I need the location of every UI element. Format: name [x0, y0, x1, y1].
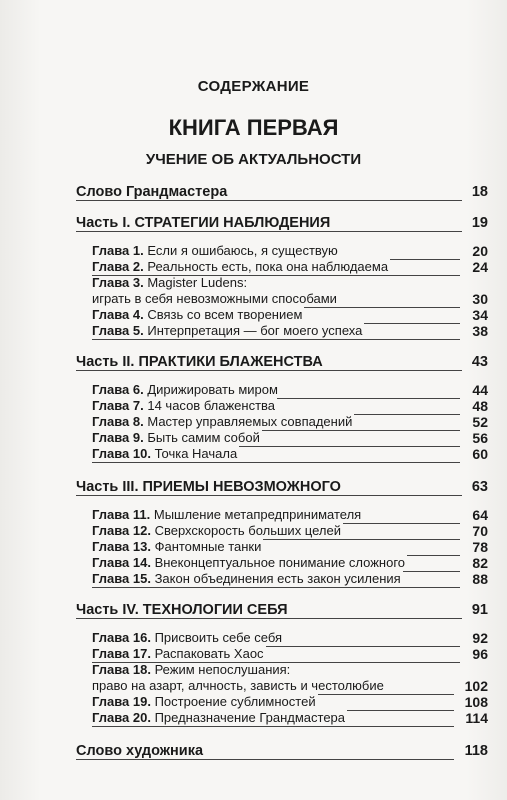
toc-page-number: 60: [472, 446, 488, 462]
chapter-label: Глава 1.: [92, 243, 144, 258]
toc-page-number: 52: [472, 414, 488, 430]
chapter-label: Глава 16.: [92, 630, 151, 645]
chapter-label: Глава 19.: [92, 694, 151, 709]
leader-line: [92, 339, 460, 340]
toc-part-3[interactable]: [76, 479, 488, 497]
book-heading: КНИГА ПЕРВАЯ: [168, 115, 339, 140]
toc-title: Часть IV. ТЕХНОЛОГИИ СЕБЯ: [76, 602, 288, 618]
toc-page-number: 48: [472, 398, 488, 414]
chapter-label: Глава 8.: [92, 414, 144, 429]
chapter-label: Глава 6.: [92, 382, 144, 397]
toc-page-number: 108: [464, 694, 488, 710]
chapter-title: Интерпретация — бог моего успеха: [147, 323, 363, 338]
chapter-label: Глава 15.: [92, 571, 151, 586]
toc-page-number: 70: [472, 523, 488, 539]
chapter-title: Внеконцептуальное понимание сложного: [154, 555, 406, 570]
toc-page-number: 88: [472, 571, 488, 587]
toc-title: Часть II. ПРАКТИКИ БЛАЖЕНСТВА: [76, 354, 323, 370]
toc-page-number: 114: [465, 710, 488, 726]
leader-line: [92, 462, 460, 463]
leader-line: [92, 726, 454, 727]
toc-page-number: 19: [471, 215, 488, 231]
chapter-label: Глава 5.: [92, 323, 144, 338]
toc-page-number: 44: [472, 382, 488, 398]
chapter-label: Глава 14.: [92, 555, 151, 570]
toc-part-4[interactable]: [76, 602, 488, 620]
toc-page-number: 20: [472, 243, 488, 259]
toc-page-number: 43: [471, 354, 488, 370]
toc-chapter-18-line1[interactable]: [92, 662, 290, 677]
chapter-label: Глава 20.: [92, 710, 151, 725]
chapter-title: Предназначение Грандмастера: [154, 710, 346, 725]
chapter-label: Глава 11.: [92, 507, 151, 522]
toc-page-number: 78: [472, 539, 488, 555]
chapter-title: 14 часов блаженства: [147, 398, 276, 413]
toc-title: Часть I. СТРАТЕГИИ НАБЛЮДЕНИЯ: [76, 215, 331, 231]
chapter-label: Глава 9.: [92, 430, 144, 445]
chapter-label: Глава 10.: [92, 446, 151, 461]
chapter-title: Точка Начала: [154, 446, 238, 461]
toc-chapter-20[interactable]: [92, 710, 488, 728]
toc-page-number: 91: [471, 602, 488, 618]
toc-page-number: 102: [464, 678, 488, 694]
chapter-title: Распаковать Хаос: [154, 646, 264, 661]
toc-foreword[interactable]: [76, 184, 488, 202]
chapter-title: Построение сублимностей: [154, 694, 316, 709]
chapter-title-cont: играть в себя невозможными способами: [92, 291, 337, 306]
leader-line: [76, 618, 462, 619]
chapter-title: Дирижировать миром: [147, 382, 278, 397]
chapter-label: Глава 12.: [92, 523, 151, 538]
toc-part-1[interactable]: [76, 215, 488, 233]
chapter-label: Глава 17.: [92, 646, 151, 661]
toc-page-number: 64: [472, 507, 488, 523]
contents-heading: СОДЕРЖАНИЕ: [197, 78, 310, 95]
chapter-label: Глава 4.: [92, 307, 144, 322]
chapter-title: Magister Ludens:: [147, 275, 248, 290]
toc-part-2[interactable]: [76, 354, 488, 372]
chapter-label: Глава 7.: [92, 398, 144, 413]
chapter-label: Глава 13.: [92, 539, 151, 554]
toc-title: Слово художника: [76, 743, 204, 759]
toc-afterword[interactable]: [76, 743, 488, 761]
toc-title: Слово Грандмастера: [76, 184, 228, 200]
toc-chapter-10[interactable]: [92, 446, 488, 464]
toc-page-number: 63: [471, 479, 488, 495]
toc-page-number: 118: [464, 743, 488, 759]
toc-title: Часть III. ПРИЕМЫ НЕВОЗМОЖНОГО: [76, 479, 341, 495]
toc-page-number: 96: [472, 646, 488, 662]
toc-page-number: 30: [472, 291, 488, 307]
chapter-title: Реальность есть, пока она наблюдаема: [147, 259, 389, 274]
chapter-title-cont: право на азарт, алчность, зависть и честолюбие: [92, 678, 384, 693]
chapter-label: Глава 18.: [92, 662, 151, 677]
toc-page-number: 56: [472, 430, 488, 446]
toc-page-number: 34: [472, 307, 488, 323]
toc-page-number: 92: [472, 630, 488, 646]
chapter-title: Режим непослушания:: [154, 662, 291, 677]
chapter-title: Сверхскорость больших целей: [154, 523, 341, 538]
chapter-title: Фантомные танки: [154, 539, 262, 554]
chapter-title: Мастер управляемых совпадений: [147, 414, 353, 429]
toc-chapter-15[interactable]: [92, 571, 488, 589]
toc-page-number: 18: [471, 184, 488, 200]
chapter-title: Связь со всем творением: [147, 307, 303, 322]
leader-line: [76, 200, 462, 201]
leader-line: [76, 370, 462, 371]
leader-line: [76, 495, 462, 496]
chapter-title: Если я ошибаюсь, я существую: [147, 243, 338, 258]
teaching-heading: УЧЕНИЕ ОБ АКТУАЛЬНОСТИ: [145, 151, 362, 168]
toc-page-number: 38: [472, 323, 488, 339]
toc-page-number: 82: [472, 555, 488, 571]
chapter-label: Глава 3.: [92, 275, 144, 290]
chapter-title: Закон объединения есть закон усиления: [154, 571, 401, 586]
leader-line: [76, 759, 454, 760]
toc-chapter-3-line1[interactable]: [92, 275, 247, 290]
chapter-title: Мышление метапредпринимателя: [153, 507, 362, 522]
chapter-label: Глава 2.: [92, 259, 144, 274]
chapter-title: Быть самим собой: [147, 430, 260, 445]
toc-chapter-5[interactable]: [92, 323, 488, 341]
toc-page-number: 24: [472, 259, 488, 275]
leader-line: [76, 231, 462, 232]
leader-line: [92, 587, 460, 588]
chapter-title: Присвоить себе себя: [154, 630, 283, 645]
